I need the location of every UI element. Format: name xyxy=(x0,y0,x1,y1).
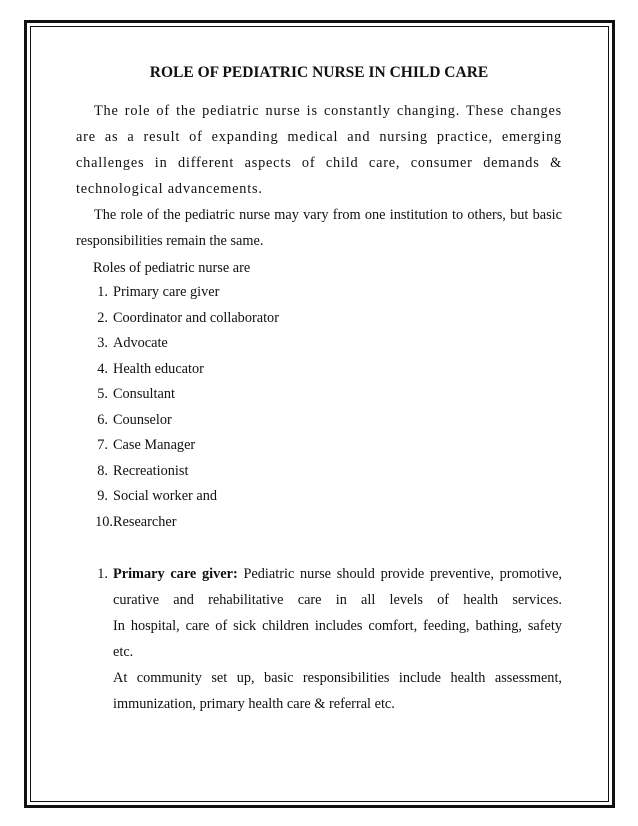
role-label: Consultant xyxy=(113,386,175,402)
list-number: 5. xyxy=(97,386,108,402)
roles-intro: Roles of pediatric nurse are xyxy=(93,260,251,276)
role-detail-hospital: In hospital, care of sick children includes comfort, feeding, bathing, safety etc. xyxy=(113,618,562,660)
list-item xyxy=(76,484,562,510)
list-number: 4. xyxy=(97,360,108,377)
document-body xyxy=(76,64,562,717)
role-detail-primary-care-giver xyxy=(76,561,562,717)
role-label: Social worker and xyxy=(113,488,218,504)
list-number: 3. xyxy=(97,335,108,351)
role-label: Coordinator and collaborator xyxy=(113,309,279,326)
list-item xyxy=(76,382,562,408)
list-item xyxy=(76,510,562,536)
role-label: Advocate xyxy=(113,335,168,351)
list-item xyxy=(76,408,562,434)
role-detail-heading: Primary care giver: xyxy=(113,566,238,582)
list-number: 1. xyxy=(97,566,108,582)
scope-paragraph: The role of the pediatric nurse may vary from one institution to others, but basic responsibilities remain the same. xyxy=(76,207,562,249)
list-number: 9. xyxy=(97,488,108,504)
role-label: Recreationist xyxy=(113,462,189,479)
list-number: 8. xyxy=(97,462,108,479)
role-label: Counselor xyxy=(113,411,172,428)
list-number: 6. xyxy=(97,411,108,428)
list-number: 10. xyxy=(95,513,113,530)
document-title: ROLE OF PEDIATRIC NURSE IN CHILD CARE xyxy=(149,64,489,81)
role-detail-text: Pediatric nurse should provide preventive, promotive, curative and rehabilitative care in all levels of health services. xyxy=(113,566,562,608)
role-detail-definition xyxy=(113,561,562,613)
role-label: Primary care giver xyxy=(113,284,220,300)
list-item xyxy=(76,280,562,306)
list-item xyxy=(76,331,562,357)
list-item xyxy=(76,459,562,485)
intro-paragraph: The role of the pediatric nurse is constantly changing. These changes are as a result of expanding medical and nursing practice, emerging challenges in different aspects of child care, consumer demands & technological advancements. xyxy=(76,103,562,197)
role-detail-community: At community set up, basic responsibilities include health assessment, immunization, primary health care & referral etc. xyxy=(113,670,562,712)
list-number: 1. xyxy=(97,284,108,300)
list-item xyxy=(76,433,562,459)
role-label: Health educator xyxy=(113,360,204,377)
role-detail-body xyxy=(113,561,562,717)
role-label: Case Manager xyxy=(113,437,196,453)
list-number: 2. xyxy=(97,309,108,326)
roles-list xyxy=(76,280,562,535)
list-item xyxy=(76,357,562,383)
list-item xyxy=(76,306,562,332)
role-label: Researcher xyxy=(113,513,177,530)
list-number: 7. xyxy=(97,437,108,453)
